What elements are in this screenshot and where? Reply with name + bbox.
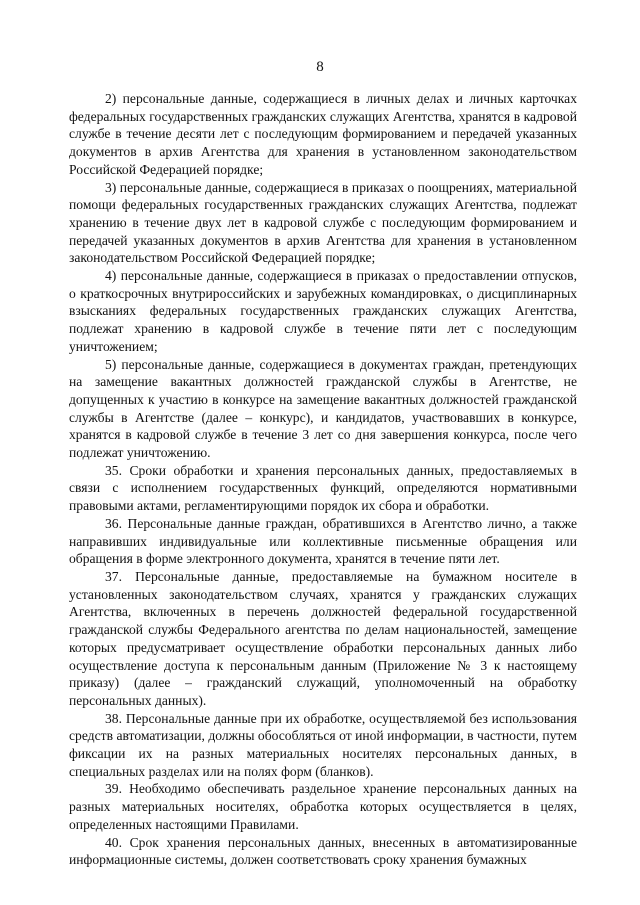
paragraph-4-leave-orders: 4) персональные данные, содержащиеся в приказах о предоставлении отпусков, о краткосрочных внутрироссийских и зарубежных командировках, о дисциплинарных взысканиях федеральных государственных гражданских служащих Агентства, подлежат хранению в кадровой службе в течение пяти лет с последующим уничтожением; — [69, 268, 577, 354]
paragraph-5-candidate-documents: 5) персональные данные, содержащиеся в документах граждан, претендующих на замещение вакантных должностей гражданской службы в Агентстве, не допущенных к участию в конкурсе на замещение вакантных должностей гражданской службы в Агентстве (далее – конкурс), и кандидатов, участвовавших в конкурсе, хранятся в кадровой службе в течение 3 лет со дня завершения конкурса, после чего подлежат уничтожению. — [69, 356, 577, 461]
paragraph-39: 39. Необходимо обеспечивать раздельное хранение персональных данных на разных материальных носителях, обработка которых осуществляется в целях, определенных настоящими Правилами. — [69, 781, 577, 832]
paragraph-2-personal-files: 2) персональные данные, содержащиеся в личных делах и личных карточках федеральных государственных гражданских служащих Агентства, хранятся в кадровой службе в течение десяти лет с последующим формированием и передачей указанных документов в архив Агентства для хранения в установленном законодательством Российской Федерацией порядке; — [69, 91, 577, 177]
paragraph-37: 37. Персональные данные, предоставляемые на бумажном носителе в установленных законодательством случаях, хранятся у гражданских служащих Агентства, включенных в перечень должностей федеральной государственной гражданской службы Федерального агентства по делам национальностей, замещение которых предусматривает осуществление обработки персональных данных либо осуществление доступа к персональным данным (Приложение № 3 к настоящему приказу) (далее – гражданский служащий, уполномоченный на обработку персональных данных). — [69, 568, 577, 708]
paragraph-40: 40. Срок хранения персональных данных, внесенных в автоматизированные информационные системы, должен соответствовать сроку хранения бумажных — [69, 834, 577, 868]
paragraph-38: 38. Персональные данные при их обработке, осуществляемой без использования средств автоматизации, должны обособляться от иной информации, в частности, путем фиксации их на разных материальных носителях персональных данных, в специальных разделах или на полях форм (бланков). — [69, 710, 577, 779]
paragraph-35: 35. Сроки обработки и хранения персональных данных, предоставляемых в связи с исполнением государственных функций, определяются нормативными правовыми актами, регламентирующими порядок их сбора и обработки. — [69, 462, 577, 514]
paragraph-3-incentive-orders: 3) персональные данные, содержащиеся в приказах о поощрениях, материальной помощи федеральных государственных гражданских служащих Агентства, подлежат хранению в течение двух лет в кадровой службе с последующим формированием и передачей указанных документов в архив Агентства для хранения в установленном законодательством Российской Федерацией порядке; — [69, 179, 577, 266]
page-number: 8 — [316, 59, 324, 75]
paragraph-36: 36. Персональные данные граждан, обратившихся в Агентство лично, а также направивших индивидуальные или коллективные письменные обращения или обращения в форме электронного документа, хранятся в течение пяти лет. — [69, 515, 577, 567]
document-body — [69, 90, 577, 869]
